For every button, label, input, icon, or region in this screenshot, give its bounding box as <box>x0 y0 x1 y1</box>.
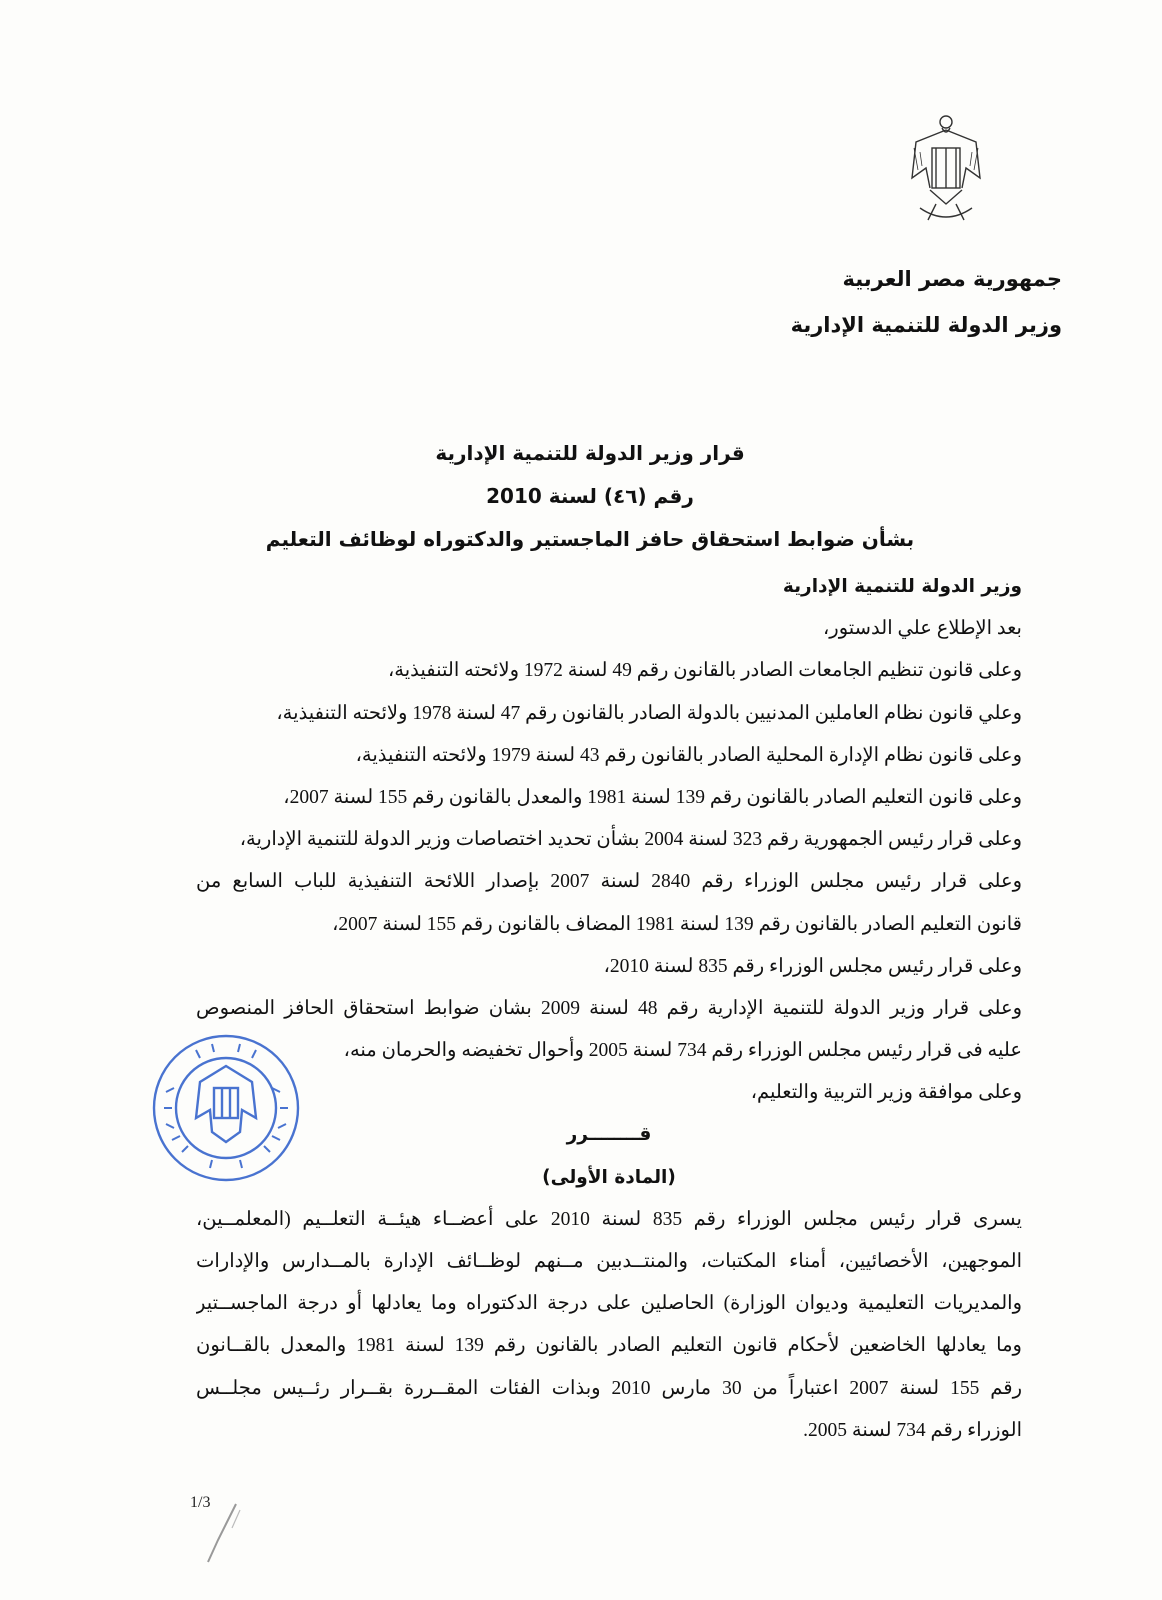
initials-mark-icon <box>196 1500 256 1570</box>
preamble-line: قانون التعليم الصادر بالقانون رقم 139 لسنة 1981 المضاف بالقانون رقم 155 لسنة 2007، <box>332 913 1022 935</box>
eagle-emblem-icon <box>906 108 986 228</box>
preamble-heading: وزير الدولة للتنمية الإدارية <box>782 576 1022 597</box>
preamble-line: وعلى قانون تنظيم الجامعات الصادر بالقانون رقم 49 لسنة 1972 ولائحته التنفيذية، <box>387 660 1022 682</box>
article-line: وما يعادلها الخاضعين لأحكام قانون التعليم الصادر بالقانون رقم 139 لسنة 1981 والمعدل بالقــانون <box>196 1335 1022 1357</box>
preamble-line: عليه فى قرار رئيس مجلس الوزراء رقم 734 لسنة 2005 وأحوال تخفيضه والحرمان منه، <box>343 1040 1022 1062</box>
preamble-line: وعلى قانون نظام الإدارة المحلية الصادر بالقانون رقم 43 لسنة 1979 ولائحته التنفيذية، <box>355 744 1022 766</box>
preamble-line: وعلي قانون نظام العاملين المدنيين بالدولة الصادر بالقانون رقم 47 لسنة 1978 ولائحته التنفيذية، <box>276 702 1022 724</box>
preamble-line: وعلى قرار رئيس مجلس الوزراء رقم 2840 لسنة 2007 بإصدار اللائحة التنفيذية للباب السابع من <box>196 871 1022 893</box>
preamble-line: وعلى قرار رئيس مجلس الوزراء رقم 835 لسنة 2010، <box>603 955 1022 977</box>
article-line: الوزراء رقم 734 لسنة 2005. <box>803 1419 1022 1441</box>
official-seal-icon <box>150 1032 302 1184</box>
letterhead-ministry: وزير الدولة للتنمية الإدارية <box>790 313 1062 337</box>
preamble-line: بعد الإطلاع علي الدستور، <box>823 618 1022 640</box>
page-number: 1/3 <box>190 1494 211 1511</box>
article-line: والمديريات التعليمية وديوان الوزارة) الحاصلين على درجة الدكتوراه وما يعادلها أو درجة الماجســتير <box>196 1293 1022 1315</box>
preamble-line: وعلى موافقة وزير التربية والتعليم، <box>750 1082 1022 1104</box>
decision-heading: قــــــــرر <box>566 1124 652 1146</box>
decree-subject: بشأن ضوابط استحقاق حافز الماجستير والدكتوراه لوظائف التعليم <box>265 527 915 551</box>
article-line: يسرى قرار رئيس مجلس الوزراء رقم 835 لسنة 2010 على أعضــاء هيئــة التعلــيم (المعلمــين، <box>196 1208 1022 1230</box>
ministry-letterhead <box>662 256 1062 348</box>
preamble-line: وعلى قرار وزير الدولة للتنمية الإدارية رقم 48 لسنة 2009 بشان ضوابط استحقاق الحافز المنصوص <box>196 997 1022 1019</box>
decree-title <box>240 432 940 561</box>
decree-title-line: قرار وزير الدولة للتنمية الإدارية <box>435 441 745 465</box>
article-line: رقم 155 لسنة 2007 اعتباراً من 30 مارس 2010 وبذات الفئات المقــررة بقــرار رئــيس مجلــس <box>196 1377 1022 1399</box>
decree-body <box>196 566 1022 1452</box>
preamble-line: وعلى قرار رئيس الجمهورية رقم 323 لسنة 2004 بشأن تحديد اختصاصات وزير الدولة للتنمية الإدارية، <box>239 829 1022 851</box>
letterhead-country: جمهورية مصر العربية <box>842 267 1062 291</box>
decree-number: رقم (٤٦) لسنة 2010 <box>486 484 694 508</box>
article-heading: (المادة الأولى) <box>542 1166 676 1188</box>
preamble-line: وعلى قانون التعليم الصادر بالقانون رقم 139 لسنة 1981 والمعدل بالقانون رقم 155 لسنة 2007، <box>283 786 1022 808</box>
article-line: الموجهين، الأخصائيين، أمناء المكتبات، والمنتــدبين مــنهم لوظــائف الإدارة بالمــدارس والإدارات <box>196 1251 1022 1272</box>
